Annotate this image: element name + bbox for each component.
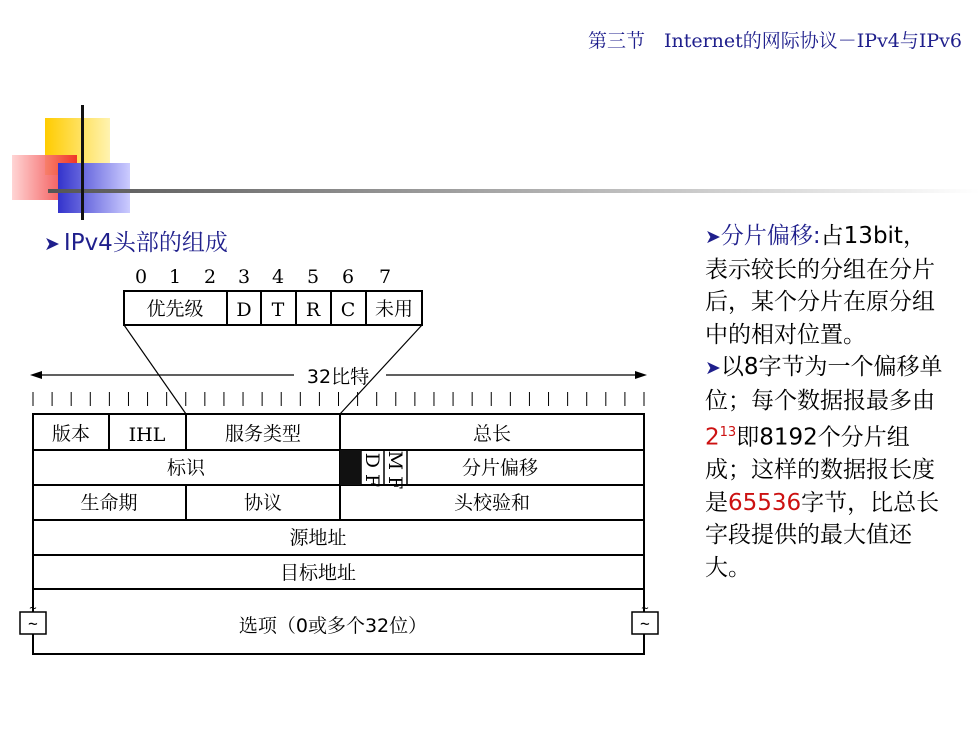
bit-number: 1 [168, 266, 182, 288]
field-options: 选项（0或多个32位） [238, 615, 428, 637]
svg-text:~: ~ [641, 601, 649, 615]
connector-line [124, 325, 186, 414]
max-length-value: 65536 [728, 489, 802, 516]
tos-d-label: D [236, 299, 252, 321]
tos-r-label: R [305, 299, 321, 321]
svg-text:~: ~ [640, 614, 650, 633]
tos-precedence-label: 优先级 [146, 298, 204, 320]
blue-square [58, 163, 130, 213]
flag-df: D F [361, 452, 383, 488]
bullet-arrow-icon: ➤ [705, 226, 721, 248]
bit-number: 0 [134, 266, 148, 288]
tos-unused-label: 未用 [374, 298, 414, 320]
explanation-paragraph-1: 占13bit，表示较长的分组在分片后，某个分片在原分组中的相对位置。 [705, 223, 935, 348]
field-ihl: IHL [128, 424, 166, 446]
bit-number: 3 [237, 266, 251, 288]
explanation-paragraph-2b: 即8192个分片组成；这样的数据报长度是 [705, 424, 935, 516]
power-base: 2 [705, 424, 720, 451]
fragment-offset-explanation [705, 220, 945, 584]
bit-number: 2 [203, 266, 217, 288]
bit-number: 6 [341, 266, 355, 288]
field-protocol: 协议 [243, 492, 283, 514]
decorative-banner [0, 100, 980, 225]
explanation-paragraph-2a: 以8字节为一个偏移单位；每个数据报最多由 [705, 354, 943, 414]
divider-rule [48, 189, 980, 193]
section-heading-text: IPv4头部的组成 [63, 230, 228, 256]
bit-number: 7 [378, 266, 392, 288]
field-source-address: 源地址 [289, 527, 347, 549]
section-heading [44, 224, 228, 257]
tos-c-label: C [340, 299, 356, 321]
bullet-arrow-icon: ➤ [44, 233, 60, 255]
field-ttl: 生命期 [80, 492, 138, 514]
svg-text:~: ~ [28, 614, 38, 633]
flag-mf: M F [384, 450, 406, 490]
field-fragment-offset: 分片偏移 [461, 457, 539, 479]
reserved-flag-bit [340, 450, 361, 485]
field-version: 版本 [51, 423, 91, 445]
explanation-label: 分片偏移: [720, 223, 821, 249]
bit-width-label: 32比特 [306, 366, 370, 388]
svg-text:~: ~ [29, 601, 37, 615]
tos-t-label: T [271, 299, 285, 321]
vertical-bar [81, 105, 84, 220]
explanation-paragraph-2c: 字节，比总长字段提供的最大值还大。 [705, 489, 940, 581]
bit-number: 5 [306, 266, 320, 288]
ipv4-header-diagram [0, 255, 700, 675]
field-identification: 标识 [166, 457, 206, 479]
power-exponent: 13 [719, 425, 737, 440]
bullet-arrow-icon: ➤ [705, 357, 721, 379]
field-total-length: 总长 [472, 423, 512, 445]
field-header-checksum: 头校验和 [453, 492, 531, 514]
bit-number: 4 [271, 266, 285, 288]
field-destination-address: 目标地址 [279, 562, 357, 584]
slide-header-title: 第三节 Internet的网际协议－IPv4与IPv6 [587, 30, 962, 52]
field-service-type: 服务类型 [224, 423, 302, 445]
bit-ruler [33, 392, 644, 406]
